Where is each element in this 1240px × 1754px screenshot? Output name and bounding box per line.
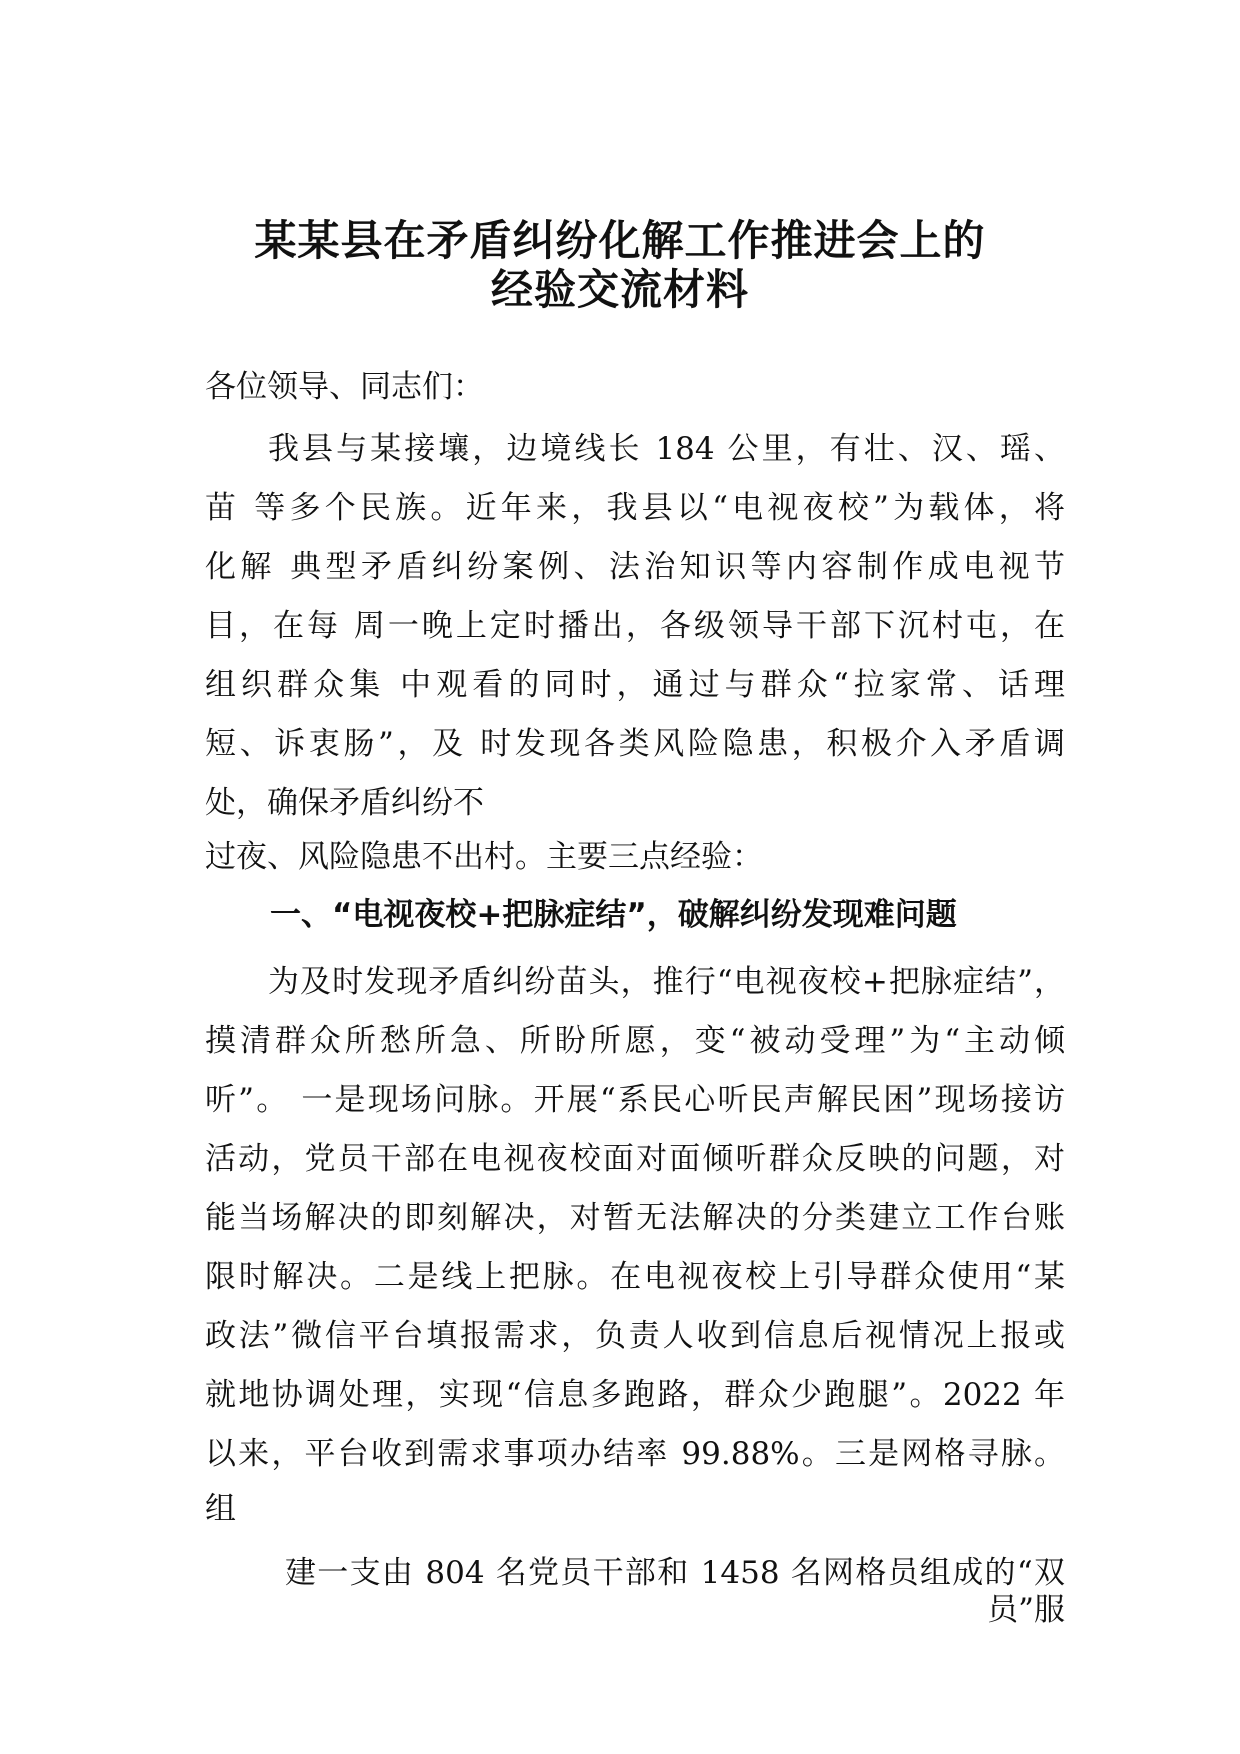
- greeting: 各位领导、同志们：: [205, 369, 484, 405]
- section-1-line-9: 以来，平台收到需求事项办结率 99.88%。三是网格寻脉。: [205, 1436, 1065, 1472]
- section-1-line-6: 限时解决。二是线上把脉。在电视夜校上引导群众使用“某: [205, 1259, 1065, 1295]
- document-title-line-1: 某某县在矛盾纠纷化解工作推进会上的: [254, 216, 986, 265]
- intro-line-5: 组织群众集 中观看的同时，通过与群众“拉家常、话理: [205, 667, 1065, 703]
- section-1-line-3: 听”。 一是现场问脉。开展“系民心听民声解民困”现场接访: [205, 1082, 1065, 1118]
- section-1-line-4: 活动，党员干部在电视夜校面对面倾听群众反映的问题，对: [205, 1141, 1065, 1177]
- section-1-line-2: 摸清群众所愁所急、所盼所愿，变“被动受理”为“主动倾: [205, 1023, 1065, 1059]
- document-title-line-2: 经验交流材料: [490, 265, 749, 314]
- section-1-line-1: 为及时发现矛盾纠纷苗头，推行“电视夜校+把脉症结”，: [268, 964, 1065, 1000]
- intro-line-7: 处，确保矛盾纠纷不: [205, 785, 484, 821]
- section-1-tail-line-2: 员”服: [987, 1592, 1065, 1628]
- intro-line-6: 短、诉衷肠”，及 时发现各类风险隐患，积极介入矛盾调: [205, 726, 1065, 762]
- intro-line-3: 化解 典型矛盾纠纷案例、法治知识等内容制作成电视节: [205, 549, 1065, 585]
- section-1-line-10: 组: [205, 1491, 236, 1527]
- intro-line-2: 苗 等多个民族。近年来，我县以“电视夜校”为载体，将: [205, 490, 1065, 526]
- section-1-tail-line-1: 建一支由 804 名党员干部和 1458 名网格员组成的“双: [285, 1555, 1065, 1591]
- intro-line-1: 我县与某接壤，边境线长 184 公里，有壮、汉、瑶、: [268, 431, 1065, 467]
- intro-line-8: 过夜、风险隐患不出村。主要三点经验：: [205, 839, 763, 875]
- section-1-line-7: 政法”微信平台填报需求，负责人收到信息后视情况上报或: [205, 1318, 1065, 1354]
- section-1-line-8: 就地协调处理，实现“信息多跑路，群众少跑腿”。2022 年: [205, 1377, 1065, 1413]
- intro-line-4: 目，在每 周一晚上定时播出，各级领导干部下沉村屯，在: [205, 608, 1065, 644]
- section-1-line-5: 能当场解决的即刻解决，对暂无法解决的分类建立工作台账: [205, 1200, 1065, 1236]
- section-1-heading: 一、“电视夜校+把脉症结”，破解纠纷发现难问题: [270, 897, 957, 933]
